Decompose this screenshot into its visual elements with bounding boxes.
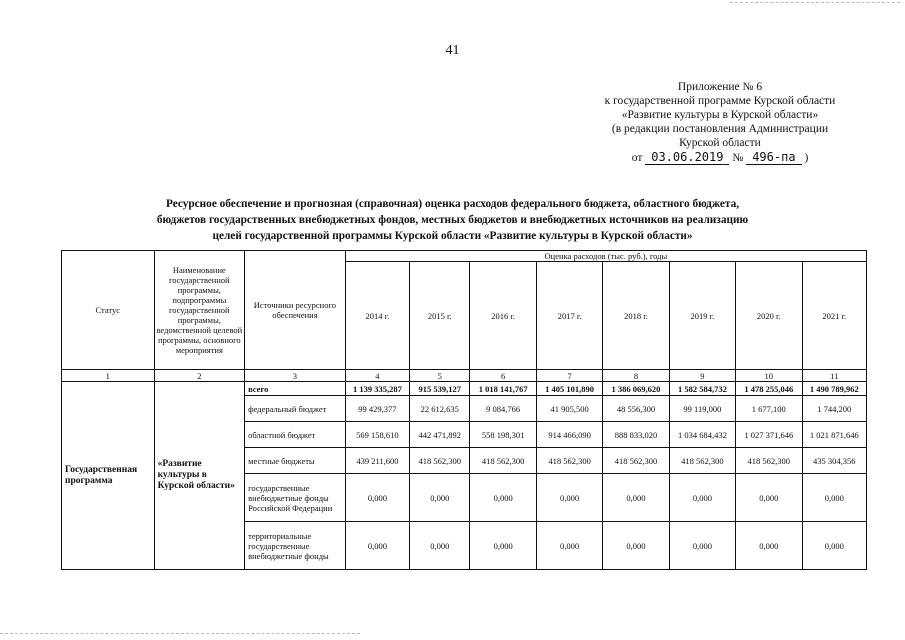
appendix-line-5: Курской области: [679, 137, 761, 149]
value-cell: 0,000: [603, 474, 669, 522]
page-number: 41: [445, 43, 460, 58]
header-year: 2021 г.: [802, 262, 867, 370]
value-cell: 418 562,300: [536, 448, 602, 474]
source-cell: областной бюджет: [245, 422, 346, 448]
value-cell: 1 034 684,432: [669, 422, 735, 448]
value-cell: 418 562,300: [669, 448, 735, 474]
value-cell: 0,000: [345, 474, 409, 522]
header-year: 2014 г.: [345, 262, 409, 370]
scan-artifact-top: [730, 2, 900, 4]
header-program-name: Наименование государственной программы, подпрограммы государственной программы, ведомственной целевой программы, основного мероприятия: [154, 251, 245, 370]
value-cell: 0,000: [536, 474, 602, 522]
value-cell: 1 744,200: [802, 396, 867, 422]
resource-table: [61, 250, 867, 570]
source-cell: государственные внебюджетные фонды Российской Федерации: [245, 474, 346, 522]
value-cell: 99 119,000: [669, 396, 735, 422]
column-number: 3: [245, 370, 346, 382]
source-cell: территориальные государственные внебюджетные фонды: [245, 522, 346, 570]
value-cell: 0,000: [802, 474, 867, 522]
value-cell: 0,000: [736, 474, 802, 522]
value-cell: 1 018 141,767: [470, 382, 536, 396]
value-cell: 0,000: [736, 522, 802, 570]
value-cell: 435 304,356: [802, 448, 867, 474]
source-cell: местные бюджеты: [245, 448, 346, 474]
column-number: 4: [345, 370, 409, 382]
header-sources: Источники ресурсного обеспечения: [245, 251, 346, 370]
value-cell: 0,000: [345, 522, 409, 570]
title-line-1: Ресурсное обеспечение и прогнозная (справочная) оценка расходов федерального бюджета, областного бюджета,: [165, 198, 740, 210]
value-cell: 1 490 789,962: [802, 382, 867, 396]
value-cell: 0,000: [802, 522, 867, 570]
resolution-date: 03.06.2019: [645, 150, 729, 165]
value-cell: 22 612,635: [410, 396, 470, 422]
appendix-date-line: [570, 150, 870, 165]
appendix-line-4: (в редакции постановления Администрации: [611, 123, 829, 135]
value-cell: 0,000: [410, 522, 470, 570]
status-cell: Государственная программа: [62, 382, 155, 570]
title-line-3: целей государственной программы Курской области «Развитие культуры в Курской области»: [212, 230, 693, 242]
value-cell: 1 478 255,046: [736, 382, 802, 396]
value-cell: 41 905,500: [536, 396, 602, 422]
header-year: 2017 г.: [536, 262, 602, 370]
column-number-row: [62, 370, 867, 382]
value-cell: 99 429,377: [345, 396, 409, 422]
value-cell: 418 562,300: [603, 448, 669, 474]
column-number: 9: [669, 370, 735, 382]
value-cell: 1 386 069,620: [603, 382, 669, 396]
value-cell: 418 562,300: [470, 448, 536, 474]
value-cell: 1 139 335,287: [345, 382, 409, 396]
header-year: 2015 г.: [410, 262, 470, 370]
header-year: 2016 г.: [470, 262, 536, 370]
header-status: Статус: [62, 251, 155, 370]
column-number: 11: [802, 370, 867, 382]
appendix-line-2: к государственной программе Курской области: [604, 95, 836, 107]
scan-artifact-bottom: [0, 633, 360, 635]
value-cell: 888 833,020: [603, 422, 669, 448]
value-cell: 1 582 584,732: [669, 382, 735, 396]
column-number: 8: [603, 370, 669, 382]
value-cell: 418 562,300: [410, 448, 470, 474]
value-cell: 0,000: [536, 522, 602, 570]
header-year: 2018 г.: [603, 262, 669, 370]
column-number: 2: [154, 370, 245, 382]
date-prefix: от: [631, 152, 643, 164]
value-cell: 1 677,100: [736, 396, 802, 422]
column-number: 10: [736, 370, 802, 382]
value-cell: 439 211,600: [345, 448, 409, 474]
column-number: 5: [410, 370, 470, 382]
appendix-block: [570, 80, 870, 165]
value-cell: 0,000: [470, 522, 536, 570]
number-prefix: №: [732, 152, 744, 164]
document-title: [70, 196, 835, 244]
value-cell: 442 471,892: [410, 422, 470, 448]
table-row-total: [62, 382, 867, 396]
resolution-number: 496-па: [746, 150, 801, 165]
value-cell: 48 556,300: [603, 396, 669, 422]
appendix-line-3: «Развитие культуры в Курской области»: [621, 109, 819, 121]
value-cell: 9 084,766: [470, 396, 536, 422]
program-name-cell: «Развитие культуры в Курской области»: [154, 382, 245, 570]
value-cell: 0,000: [410, 474, 470, 522]
date-close: ): [804, 152, 809, 164]
value-cell: 0,000: [603, 522, 669, 570]
value-cell: 418 562,300: [736, 448, 802, 474]
header-estimate: Оценка расходов (тыс. руб.), годы: [345, 251, 866, 262]
value-cell: 0,000: [470, 474, 536, 522]
value-cell: 1 027 371,646: [736, 422, 802, 448]
value-cell: 915 539,127: [410, 382, 470, 396]
column-number: 6: [470, 370, 536, 382]
value-cell: 1 405 101,890: [536, 382, 602, 396]
column-number: 7: [536, 370, 602, 382]
value-cell: 0,000: [669, 474, 735, 522]
value-cell: 0,000: [669, 522, 735, 570]
value-cell: 569 158,610: [345, 422, 409, 448]
value-cell: 1 021 871,646: [802, 422, 867, 448]
value-cell: 914 466,090: [536, 422, 602, 448]
header-year: 2020 г.: [736, 262, 802, 370]
title-line-2: бюджетов государственных внебюджетных фондов, местных бюджетов и внебюджетных источников на реализацию: [156, 214, 749, 226]
column-number: 1: [62, 370, 155, 382]
header-row-1: [62, 251, 867, 262]
value-cell: 558 198,301: [470, 422, 536, 448]
source-cell: федеральный бюджет: [245, 396, 346, 422]
appendix-line-1: Приложение № 6: [677, 81, 763, 93]
header-year: 2019 г.: [669, 262, 735, 370]
source-cell: всего: [245, 382, 346, 396]
